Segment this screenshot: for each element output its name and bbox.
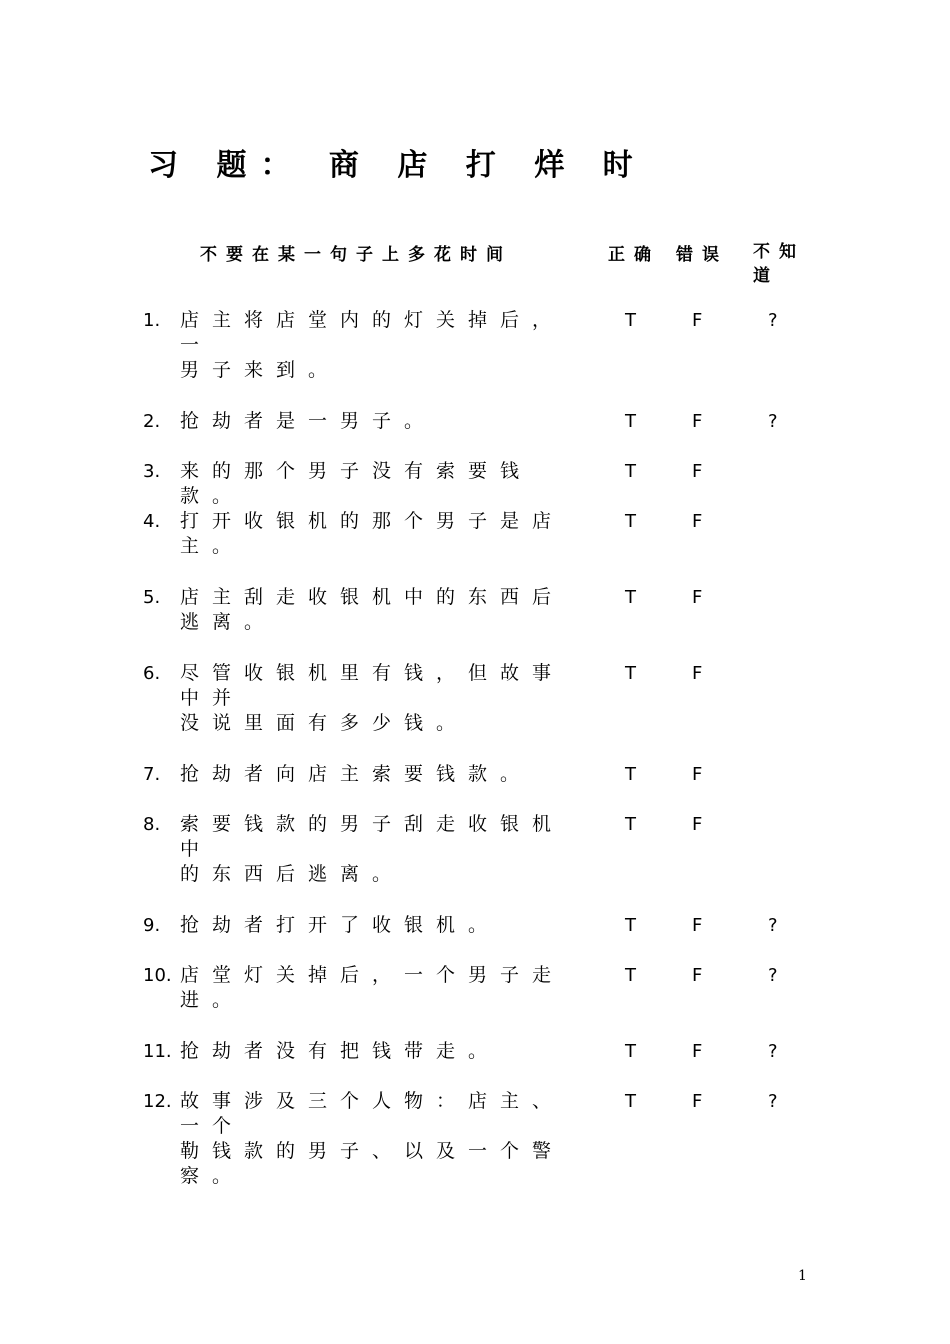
question-text: 店主刮走收银机中的东西后逃离。: [180, 586, 565, 633]
answer-false[interactable]: F: [692, 461, 703, 482]
question-number: 4.: [143, 511, 161, 532]
answer-true[interactable]: T: [625, 915, 636, 936]
question-number: 7.: [143, 764, 161, 785]
answer-false[interactable]: F: [692, 411, 703, 432]
column-header-true: 正确: [608, 245, 660, 265]
question-text: 抢劫者是一男子。: [180, 410, 437, 432]
answer-false[interactable]: F: [692, 663, 703, 684]
question-number: 5.: [143, 587, 161, 608]
answer-true[interactable]: T: [625, 1091, 636, 1112]
answer-false[interactable]: F: [692, 764, 703, 785]
column-header-false: 错误: [676, 245, 728, 265]
question-text: 索要钱款的男子刮走收银机中 的东西后逃离。: [180, 813, 565, 885]
answer-false[interactable]: F: [692, 1091, 703, 1112]
page-number: 1: [798, 1268, 807, 1284]
answer-false[interactable]: F: [692, 310, 703, 331]
question-number: 3.: [143, 461, 161, 482]
answer-true[interactable]: T: [625, 814, 636, 835]
answer-false[interactable]: F: [692, 965, 703, 986]
answer-true[interactable]: T: [625, 764, 636, 785]
question-number: 6.: [143, 663, 161, 684]
answer-true[interactable]: T: [625, 511, 636, 532]
column-header-unknown: 不知道: [753, 242, 805, 286]
answer-true[interactable]: T: [625, 965, 636, 986]
question-number: 11.: [143, 1041, 172, 1062]
question-text: 抢劫者没有把钱带走。: [180, 1040, 501, 1062]
answer-true[interactable]: T: [625, 411, 636, 432]
question-number: 10.: [143, 965, 172, 986]
answer-unknown[interactable]: ?: [768, 965, 778, 986]
answer-false[interactable]: F: [692, 587, 703, 608]
question-number: 8.: [143, 814, 161, 835]
answer-unknown[interactable]: ?: [768, 411, 778, 432]
answer-true[interactable]: T: [625, 587, 636, 608]
question-text: 来的那个男子没有索要钱款。: [180, 460, 533, 507]
question-text: 打开收银机的那个男子是店主。: [180, 510, 565, 557]
question-number: 9.: [143, 915, 161, 936]
answer-unknown[interactable]: ?: [768, 1091, 778, 1112]
question-text: 抢劫者向店主索要钱款。: [180, 763, 533, 785]
question-text: 故事涉及三个人物：店主、一个 勒钱款的男子、以及一个警察。: [180, 1090, 565, 1187]
answer-true[interactable]: T: [625, 310, 636, 331]
answer-unknown[interactable]: ?: [768, 310, 778, 331]
answer-false[interactable]: F: [692, 511, 703, 532]
page-title: 习 题： 商 店 打 烊 时: [148, 148, 647, 183]
question-number: 2.: [143, 411, 161, 432]
question-number: 1.: [143, 310, 161, 331]
instruction-header: 不要在某一句子上多花时间: [200, 245, 512, 265]
question-number: 12.: [143, 1091, 172, 1112]
answer-true[interactable]: T: [625, 461, 636, 482]
answer-unknown[interactable]: ?: [768, 1041, 778, 1062]
answer-true[interactable]: T: [625, 663, 636, 684]
answer-false[interactable]: F: [692, 915, 703, 936]
answer-true[interactable]: T: [625, 1041, 636, 1062]
question-text: 店堂灯关掉后，一个男子走进。: [180, 964, 565, 1011]
question-text: 抢劫者打开了收银机。: [180, 914, 501, 936]
question-text: 尽管收银机里有钱，但故事中并 没说里面有多少钱。: [180, 662, 565, 734]
answer-unknown[interactable]: ?: [768, 915, 778, 936]
question-text: 店主将店堂内的灯关掉后，一 男子来到。: [180, 309, 565, 381]
answer-false[interactable]: F: [692, 1041, 703, 1062]
answer-false[interactable]: F: [692, 814, 703, 835]
